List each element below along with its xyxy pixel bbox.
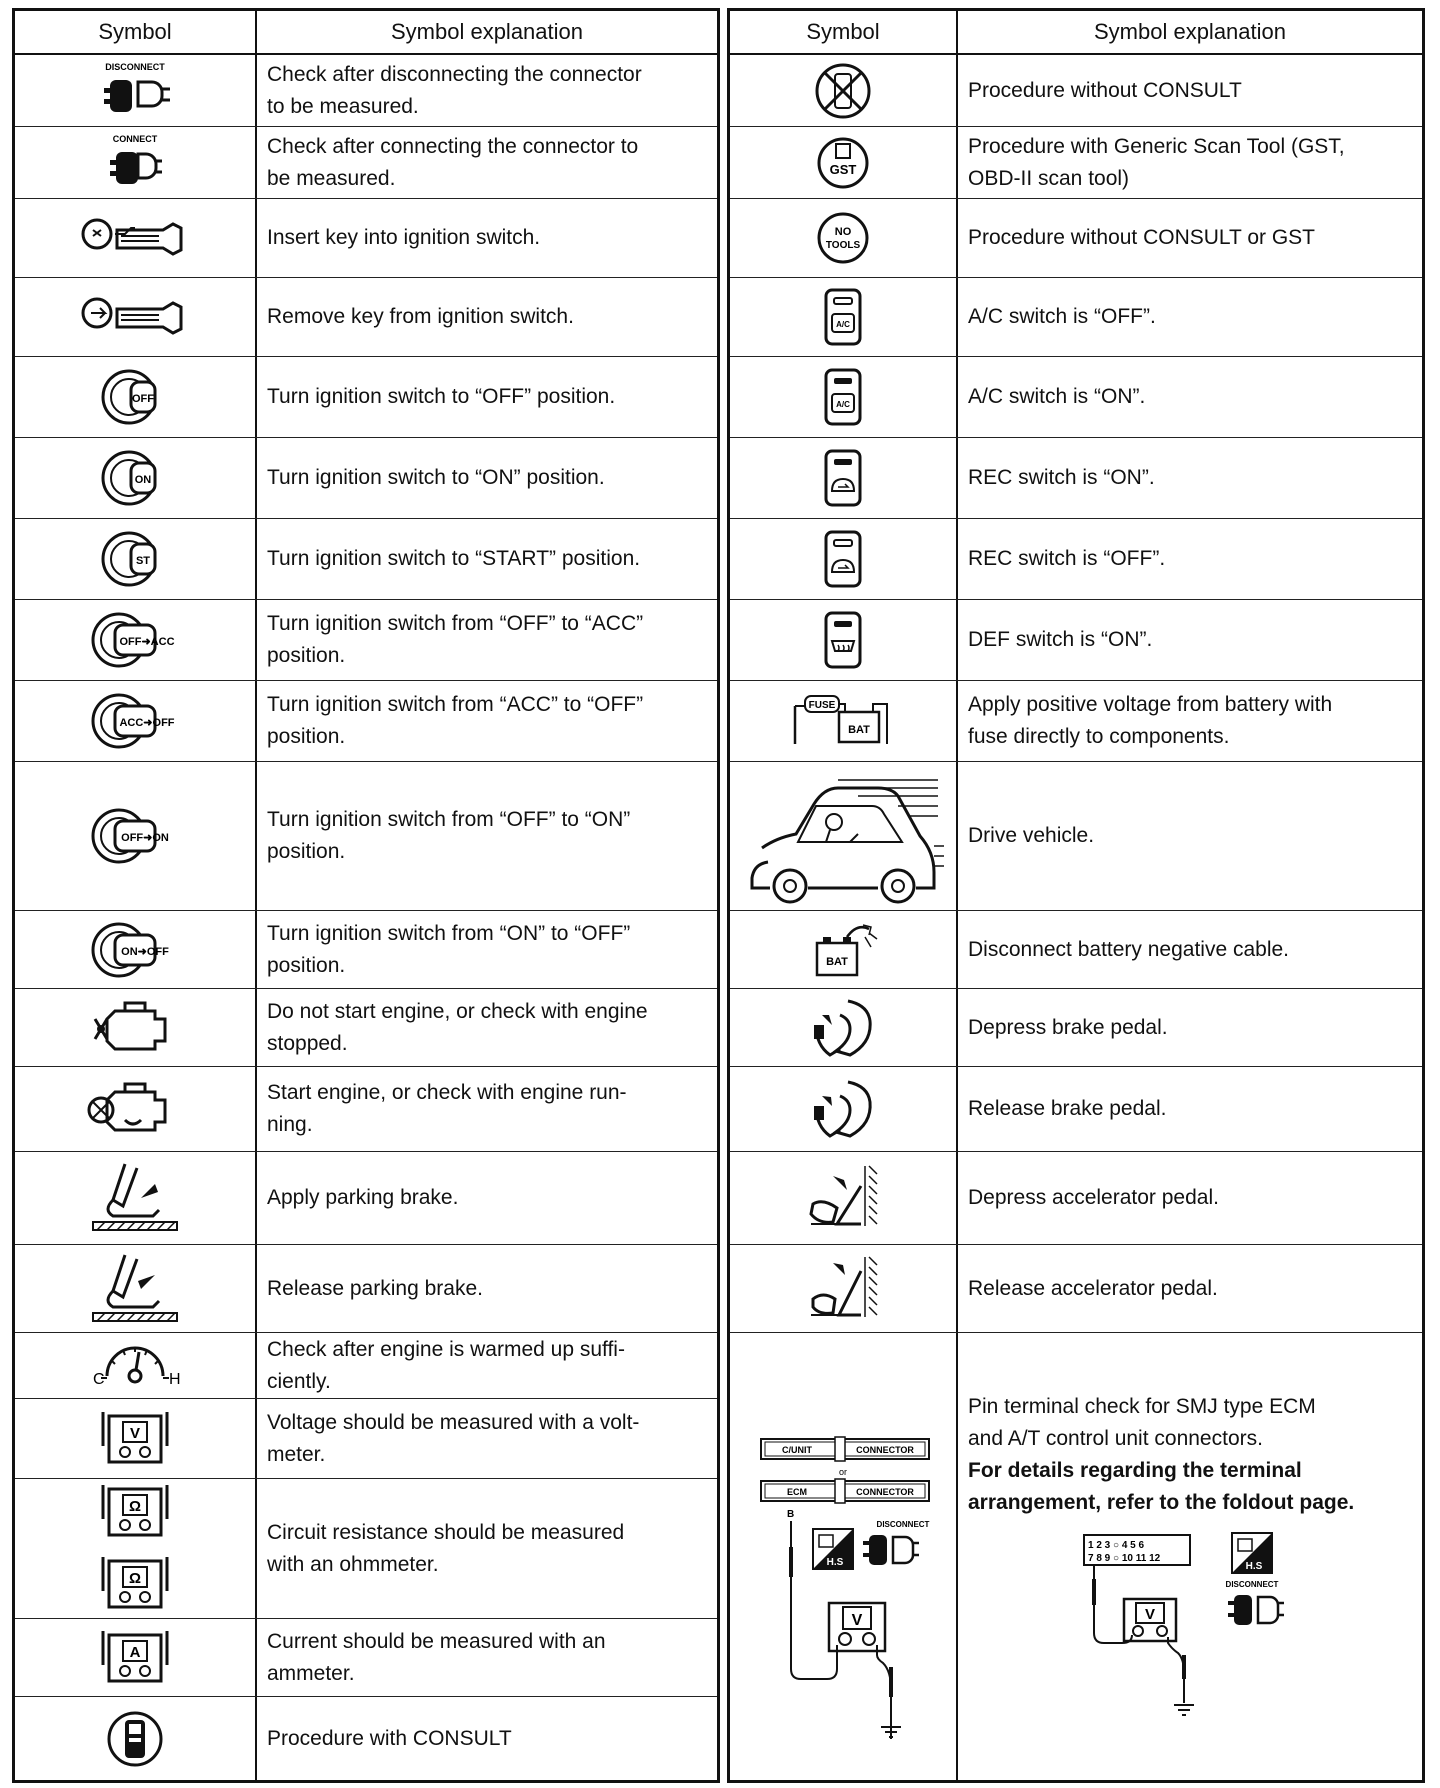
svg-text:H.S: H.S: [826, 1556, 844, 1568]
row-explanation: Apply parking brake.: [267, 1186, 459, 1209]
row-explanation: Do not start engine, or check with engine stopped.: [267, 999, 648, 1055]
table-row: [15, 278, 717, 357]
row-explanation: Depress brake pedal.: [968, 1015, 1168, 1039]
row-explanation: Procedure without CONSULT or GST: [968, 226, 1316, 249]
rec-off-icon: [730, 519, 958, 599]
svg-text:BAT: BAT: [826, 955, 848, 968]
right-symbol-table: [727, 8, 1425, 1783]
table-row: [15, 199, 717, 278]
row-explanation: Current should be measured with an ammeter.: [267, 1629, 606, 1685]
row-explanation: Check after disconnecting the connector to be measured.: [267, 62, 642, 118]
svg-text:B: B: [787, 1508, 795, 1520]
table-row-pin-terminal-check: [730, 1333, 1422, 1780]
table-row: [15, 1697, 717, 1780]
ignition-off-icon: [15, 357, 257, 437]
svg-text:DISCONNECT: DISCONNECT: [876, 1519, 930, 1529]
release-brake-pedal-icon: [730, 1067, 958, 1151]
svg-text:FUSE: FUSE: [808, 700, 836, 711]
svg-text:OFF➜ON: OFF➜ON: [121, 832, 169, 844]
rec-on-icon: [730, 438, 958, 518]
explanation-column-header: Symbol explanation: [1093, 19, 1286, 44]
row-explanation: Release accelerator pedal.: [968, 1276, 1218, 1300]
svg-text:ON➜OFF: ON➜OFF: [121, 945, 169, 958]
table-row: [15, 519, 717, 600]
row-explanation: Procedure with CONSULT: [267, 1726, 512, 1750]
row-explanation: Drive vehicle.: [968, 824, 1095, 847]
table-row: [15, 127, 717, 199]
ignition-off-acc-icon: [15, 600, 257, 680]
ac-on-icon: [730, 357, 958, 437]
row-explanation: Check after connecting the connector to be measured.: [267, 134, 639, 190]
svg-text:TOOLS: TOOLS: [825, 240, 861, 251]
left-symbol-table: [12, 8, 720, 1783]
row-explanation: Check after engine is warmed up suffi- ciently.: [267, 1337, 625, 1393]
row-explanation: Depress accelerator pedal.: [968, 1186, 1219, 1209]
table-row: [730, 762, 1422, 911]
table-row: [15, 1399, 717, 1479]
table-row: [730, 911, 1422, 989]
remove-key-icon: [15, 278, 257, 356]
row-explanation: A/C switch is “ON”.: [968, 385, 1146, 408]
table-row: [15, 1067, 717, 1152]
ignition-off-on-icon: [15, 762, 257, 910]
row-explanation: Turn ignition switch to “ON” position.: [267, 466, 605, 489]
pin-check-bold-text: For details regarding the terminal arrangement, refer to the foldout page.: [968, 1459, 1355, 1514]
row-explanation: REC switch is “ON”.: [968, 466, 1155, 489]
ignition-acc-off-icon: [15, 681, 257, 761]
pin-arrangement-diagram: [968, 1529, 1354, 1739]
table-row: [730, 357, 1422, 438]
row-explanation: Turn ignition switch from “ACC” to “OFF” position.: [267, 693, 644, 748]
table-row: [15, 1152, 717, 1245]
symbol-column-header: Symbol: [15, 11, 257, 53]
table-row: [730, 519, 1422, 600]
row-explanation: Disconnect battery negative cable.: [968, 937, 1290, 961]
voltmeter-icon: [15, 1399, 257, 1478]
pin-check-text: Pin terminal check for SMJ type ECM and A/T control unit connectors.: [968, 1395, 1316, 1450]
depress-accelerator-icon: [730, 1152, 958, 1244]
row-explanation: Procedure with Generic Scan Tool (GST, OBD-II scan tool): [968, 134, 1345, 190]
table-row: [730, 1245, 1422, 1333]
consult-icon: [15, 1697, 257, 1780]
table-row: [15, 911, 717, 989]
row-explanation: Release parking brake.: [267, 1276, 483, 1300]
svg-text:A/C: A/C: [836, 400, 850, 409]
symbol-column-header: Symbol: [730, 11, 958, 53]
table-row: [730, 438, 1422, 519]
svg-text:DISCONNECT: DISCONNECT: [105, 61, 165, 72]
svg-text:C: C: [93, 1370, 105, 1388]
row-explanation: Circuit resistance should be measured with an ohmmeter.: [267, 1520, 625, 1576]
svg-text:DISCONNECT: DISCONNECT: [1225, 1580, 1279, 1589]
svg-text:CONNECTOR: CONNECTOR: [856, 1444, 914, 1455]
def-on-icon: [730, 600, 958, 680]
insert-key-icon: [15, 199, 257, 277]
ignition-start-icon: [15, 519, 257, 599]
row-explanation: Turn ignition switch to “START” position.: [267, 547, 641, 570]
row-explanation: Voltage should be measured with a volt- meter.: [267, 1410, 640, 1466]
table-row: [15, 600, 717, 681]
connect-connector-icon: [15, 127, 257, 198]
gst-icon: [730, 127, 958, 198]
svg-text:CONNECTOR: CONNECTOR: [856, 1486, 914, 1497]
svg-text:V: V: [851, 1611, 863, 1629]
row-explanation: Turn ignition switch from “OFF” to “ACC” position.: [267, 612, 644, 667]
row-explanation: A/C switch is “OFF”.: [968, 305, 1156, 328]
drive-vehicle-icon: [730, 762, 958, 910]
depress-brake-pedal-icon: [730, 989, 958, 1066]
row-explanation: REC switch is “OFF”.: [968, 547, 1166, 570]
svg-text:Ω: Ω: [128, 1569, 142, 1587]
temperature-gauge-icon: [15, 1333, 257, 1398]
ohmmeter-icon: [15, 1479, 257, 1618]
table-row: [15, 1245, 717, 1333]
table-row: [15, 762, 717, 911]
right-table-header: [730, 11, 1422, 55]
svg-text:7 8 9 ○ 10 11 12: 7 8 9 ○ 10 11 12: [1088, 1553, 1161, 1564]
ignition-on-off-icon: [15, 911, 257, 988]
table-row: [15, 681, 717, 762]
row-explanation: Procedure without CONSULT: [968, 78, 1242, 102]
battery-disconnect-icon: [730, 911, 958, 988]
svg-text:A: A: [129, 1643, 141, 1661]
disconnect-connector-icon: [15, 55, 257, 126]
table-row: [730, 278, 1422, 357]
svg-text:V: V: [1144, 1606, 1156, 1623]
table-row: [15, 55, 717, 127]
table-row: [730, 55, 1422, 127]
table-row: [730, 199, 1422, 278]
svg-text:GST: GST: [829, 161, 857, 177]
table-row: [15, 438, 717, 519]
no-consult-icon: [730, 55, 958, 126]
release-accelerator-icon: [730, 1245, 958, 1332]
svg-text:ON: ON: [134, 474, 152, 486]
ac-off-icon: [730, 278, 958, 356]
engine-stopped-icon: [15, 989, 257, 1066]
svg-text:H: H: [169, 1370, 181, 1388]
table-row: [15, 1333, 717, 1399]
row-explanation: Apply positive voltage from battery with fuse directly to components.: [968, 693, 1333, 748]
release-parking-brake-icon: [15, 1245, 257, 1332]
table-row: [730, 1067, 1422, 1152]
table-row: [15, 1619, 717, 1697]
svg-text:1 2 3 ○ 4 5 6: 1 2 3 ○ 4 5 6: [1088, 1540, 1145, 1551]
ammeter-icon: [15, 1619, 257, 1696]
svg-text:ECM: ECM: [787, 1486, 807, 1497]
table-row: [730, 127, 1422, 199]
row-explanation: Start engine, or check with engine run- ning.: [267, 1081, 627, 1136]
svg-text:OFF➜ACC: OFF➜ACC: [119, 636, 175, 648]
table-row: [15, 357, 717, 438]
svg-text:H.S: H.S: [1245, 1561, 1263, 1572]
table-row: [730, 681, 1422, 762]
table-row: [15, 1479, 717, 1619]
svg-text:A/C: A/C: [836, 320, 850, 329]
row-explanation: Remove key from ignition switch.: [267, 305, 574, 328]
row-explanation: Turn ignition switch to “OFF” position.: [267, 385, 616, 408]
pin-terminal-check-diagram: [730, 1333, 958, 1780]
engine-running-icon: [15, 1067, 257, 1151]
svg-text:CONNECT: CONNECT: [112, 133, 158, 144]
svg-text:Ω: Ω: [128, 1497, 142, 1515]
row-explanation: Insert key into ignition switch.: [267, 226, 541, 249]
svg-text:NO: NO: [834, 226, 852, 238]
row-explanation: Turn ignition switch from “ON” to “OFF” position.: [267, 921, 631, 977]
row-explanation: DEF switch is “ON”.: [968, 628, 1153, 651]
table-row: [15, 989, 717, 1067]
apply-parking-brake-icon: [15, 1152, 257, 1244]
left-table-header: [15, 11, 717, 55]
svg-text:BAT: BAT: [848, 724, 870, 736]
svg-text:ST: ST: [135, 555, 151, 567]
svg-text:OFF: OFF: [132, 393, 154, 405]
svg-text:ACC➜OFF: ACC➜OFF: [119, 717, 175, 729]
table-row: [730, 1152, 1422, 1245]
no-tools-icon: [730, 199, 958, 277]
row-explanation: Release brake pedal.: [968, 1097, 1167, 1120]
table-row: [730, 600, 1422, 681]
svg-text:V: V: [129, 1424, 141, 1442]
svg-text:C/UNIT: C/UNIT: [782, 1444, 812, 1455]
table-row: [730, 989, 1422, 1067]
pin-terminal-check-explanation: [958, 1333, 1364, 1780]
fuse-battery-icon: [730, 681, 958, 761]
ignition-on-icon: [15, 438, 257, 518]
row-explanation: Turn ignition switch from “OFF” to “ON” position.: [267, 808, 631, 863]
explanation-column-header: Symbol explanation: [390, 19, 583, 44]
svg-text:or: or: [838, 1466, 848, 1477]
